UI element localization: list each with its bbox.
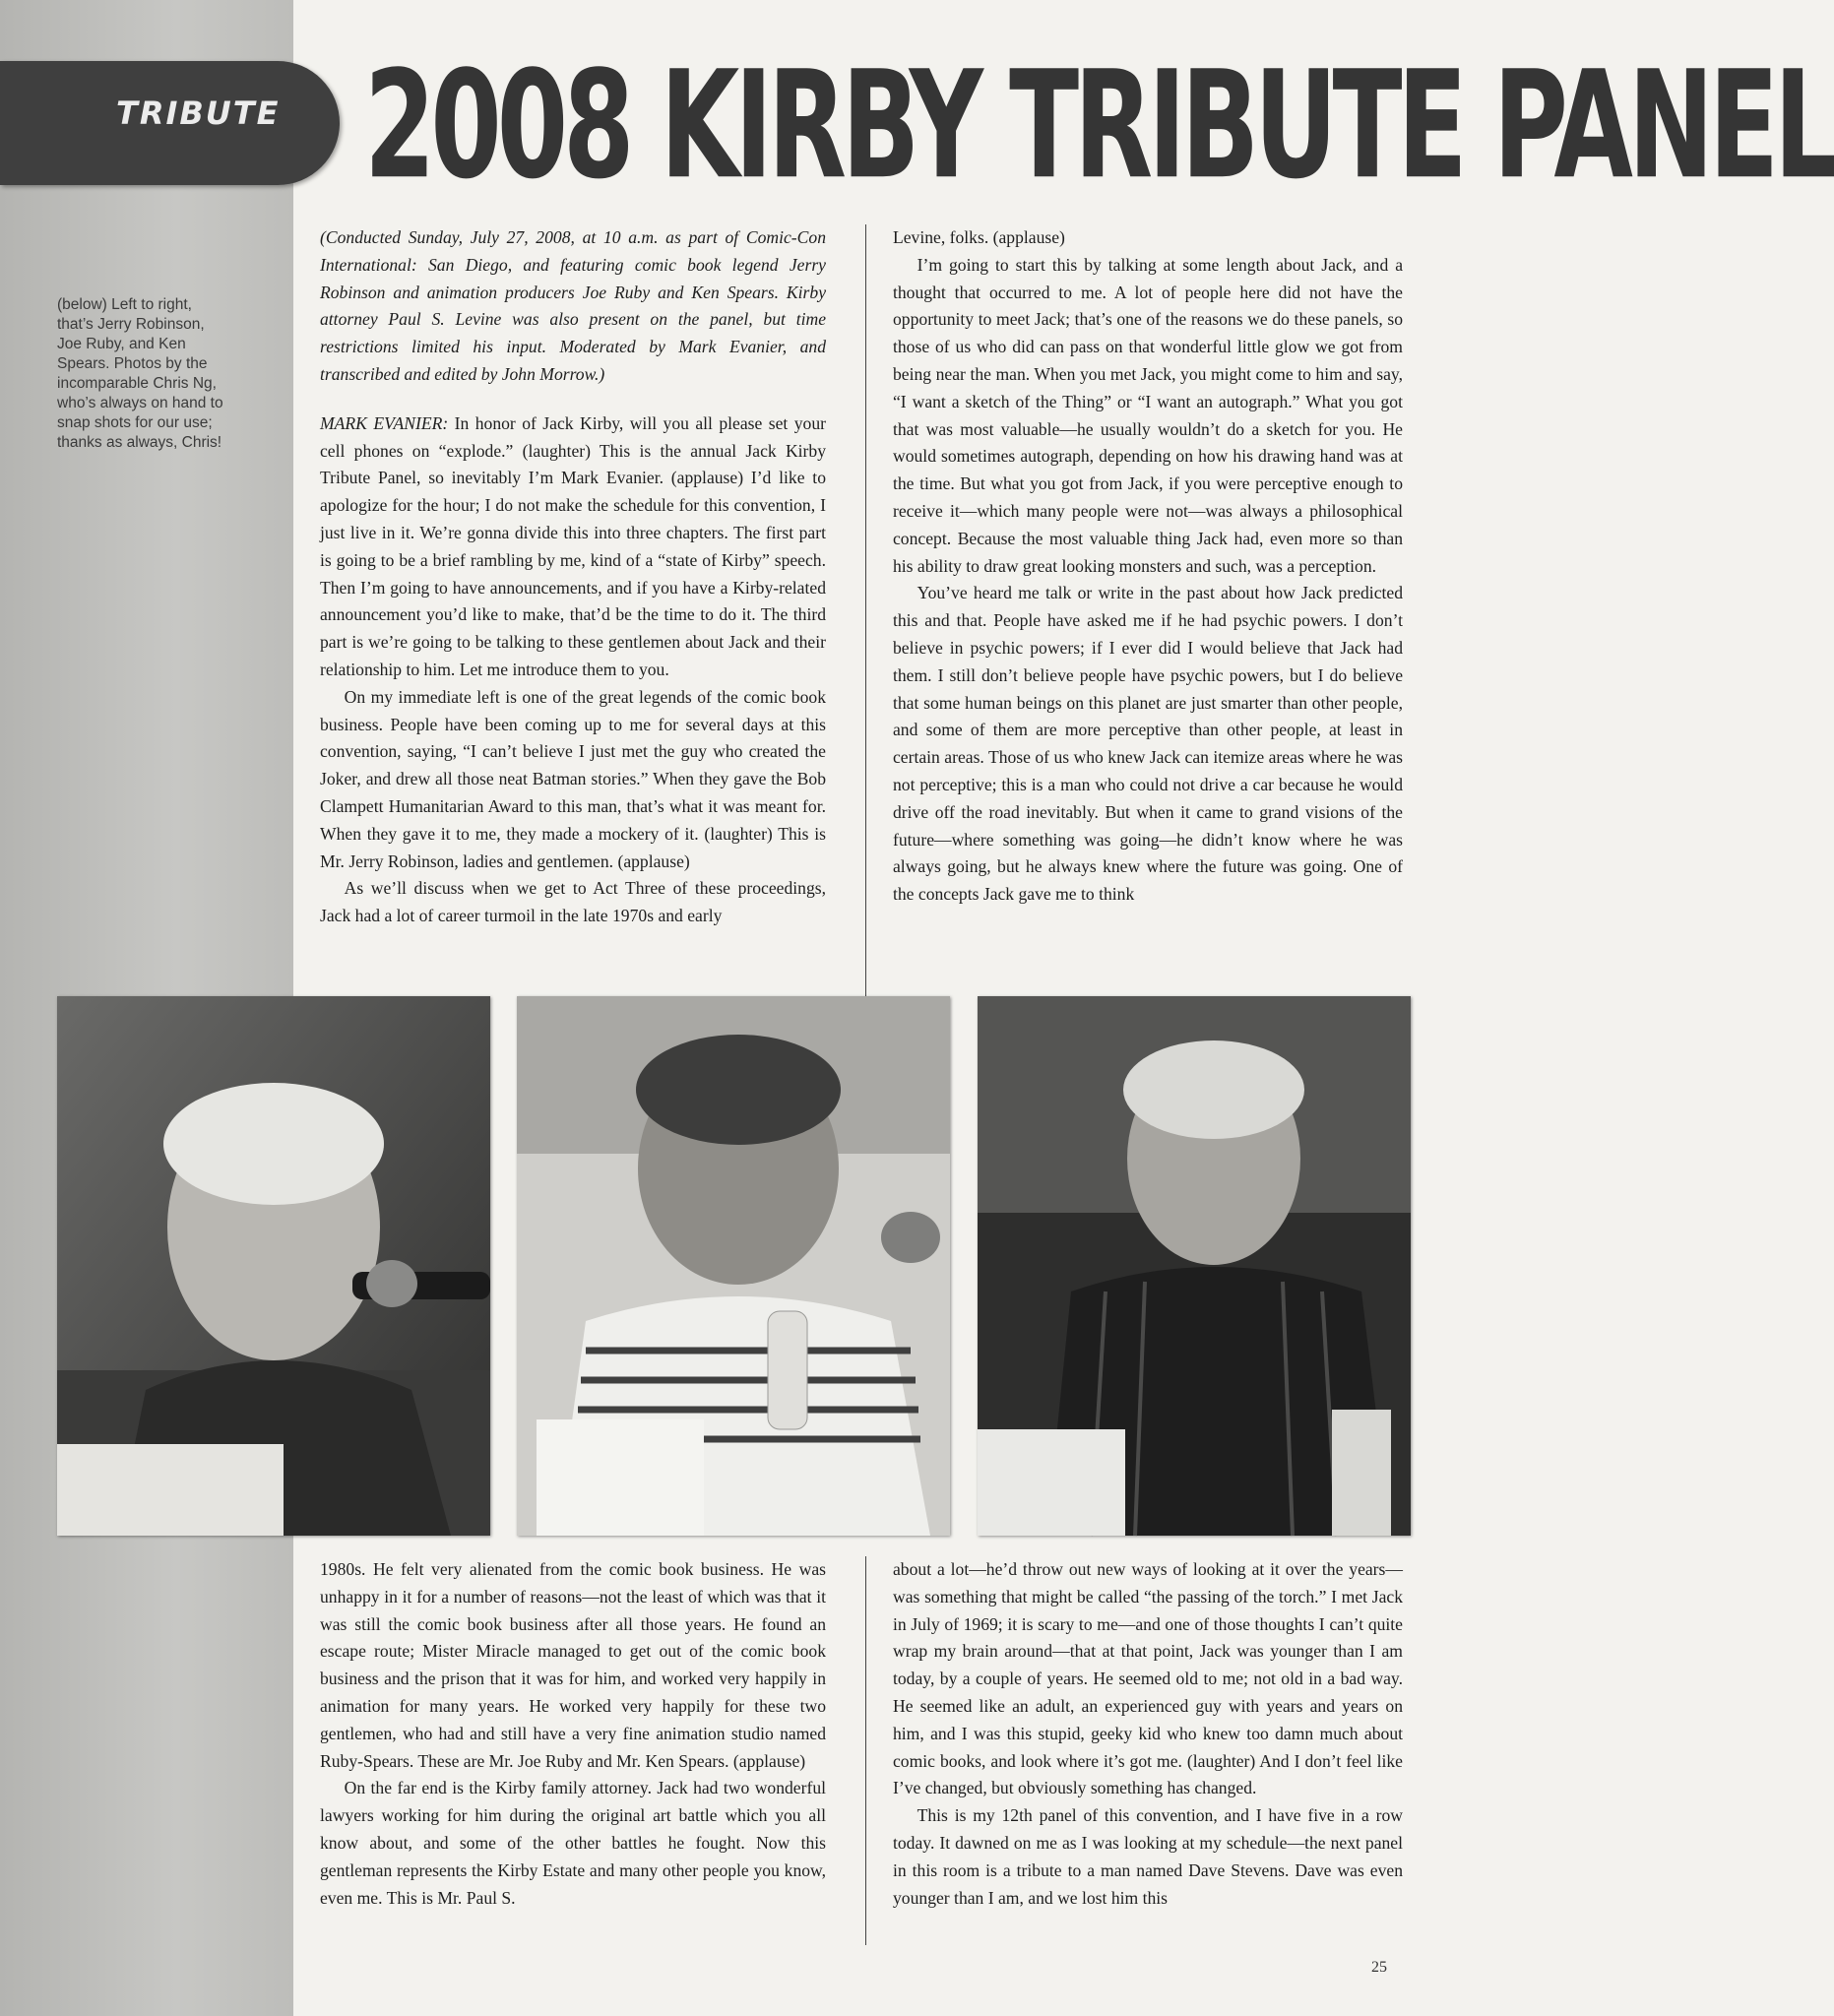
portrait-image <box>978 996 1411 1536</box>
photo-jerry-robinson <box>57 996 490 1536</box>
speaker-name: MARK EVANIER: <box>320 412 449 433</box>
photo-joe-ruby <box>517 996 950 1536</box>
paragraph: On my immediate left is one of the great legends of the comic book business. People have been coming up to me for several days at this convention, saying, “I can’t believe I just met the guy who created the Joker, and drew all those neat Batman stories.” When they gave the Bob Clampett Humanitarian Award to this man, that’s what it was meant for. When they gave it to me, they made a mockery of it. (laughter) This is Mr. Jerry Robinson, ladies and gentlemen. (applause) <box>320 686 826 871</box>
paragraph: Levine, folks. (applause) <box>893 227 1065 247</box>
paragraph: You’ve heard me talk or write in the past about how Jack predicted this and that. People have asked me if he had psychic powers. I don’t believe in psychic powers; if I ever did I would believe that Jack had them. I still don’t believe people have psychic powers, but I do believe that some human beings on this planet are just smarter than other people, and some of them are more perceptive than other people, at least in certain areas. Those of us who knew Jack can itemize areas where he was not perceptive; this is a man who could not drive a car because he would drive off the road inevitably. But when it came to grand visions of the future—where something was going—he didn’t know where he was always going, but he always knew where the future was going. One of the concepts Jack gave me to think <box>893 583 1403 905</box>
photo-ken-spears <box>978 996 1411 1536</box>
paragraph: about a lot—he’d throw out new ways of looking at it over the years—was something that might be called “the passing of the torch.” I met Jack in July of 1969; it is scary to me—and one of those thoughts I can’t quite wrap my brain around—that at that point, Jack was younger than I am today, by a couple of years. He seemed old to me; not old in a bad way. He seemed like an adult, an experienced guy with years and years on him, and I was this stupid, geeky kid who knew too damn much about comic books, and look where it’s got me. (laughter) And I don’t feel like I’ve changed, but obviously something has changed. <box>893 1559 1403 1798</box>
portrait-image <box>57 996 490 1536</box>
portrait-image <box>517 996 950 1536</box>
page-number: 25 <box>1371 1959 1387 1976</box>
paragraph: 1980s. He felt very alienated from the comic book business. He was unhappy in it for a number of reasons—not the least of which was that it was still the comic book business after all those years. He found an escape route; Mister Miracle managed to get out of the comic book business and the prison that it was for him, and worked very happily in animation for many years. He worked very happily for these two gentlemen, who had and still have a very fine animation studio named Ruby-Spears. These are Mr. Joe Ruby and Mr. Ken Spears. (applause) <box>320 1559 826 1771</box>
paragraph <box>320 410 826 684</box>
paragraph: This is my 12th panel of this convention, and I have five in a row today. It dawned on me as I was looking at my schedule—the next panel in this room is a tribute to a man named Dave Stevens. Dave was even younger than I am, and we lost him this <box>893 1805 1403 1908</box>
paragraph-text: In honor of Jack Kirby, will you all please set your cell phones on “explode.” (laughter) This is the annual Jack Kirby Tribute Panel, so inevitably I’m Mark Evanier. (applause) I’d like to apologize for the hour; I do not make the schedule for this convention, I just live in it. We’re gonna divide this into three chapters. The first part is going to be a brief rambling by me, kind of a “state of Kirby” speech. Then I’m going to have announcements, and if you have a Kirby-related announcement you’d like to make, that’d be the time to do it. The third part is we’re going to be talking to these gentlemen about Jack and their relationship to him. Let me introduce them to you. <box>320 412 826 679</box>
paragraph: On the far end is the Kirby family attorney. Jack had two wonderful lawyers working for him during the original art battle which you all know about, and some of the other battles he fought. Now this gentleman represents the Kirby Estate and many other people you know, even me. This is Mr. Paul S. <box>320 1778 826 1908</box>
article-column-left-top <box>320 224 826 930</box>
photo-caption: (below) Left to right, that’s Jerry Robinson, Joe Ruby, and Ken Spears. Photos by the incomparable Chris Ng, who’s always on hand to snap shots for our use; thanks as always, Chris! <box>57 296 223 451</box>
column-divider <box>865 1556 866 1945</box>
column-divider <box>865 224 866 997</box>
section-tab-label: TRIBUTE <box>116 94 281 132</box>
intro-note: (Conducted Sunday, July 27, 2008, at 10 a.m. as part of Comic-Con International: San Diego, and featuring comic book legend Jerry Robinson and animation producers Joe Ruby and Ken Spears. Kirby attorney Paul S. Levine was also present on the panel, but time restrictions limited his input. Moderated by Mark Evanier, and transcribed and edited by John Morrow.) <box>320 227 826 384</box>
article-column-right-bottom <box>893 1556 1403 1912</box>
article-column-left-bottom <box>320 1556 826 1912</box>
paragraph: I’m going to start this by talking at some length about Jack, and a thought that occurred to me. A lot of people here did not have the opportunity to meet Jack; that’s one of the reasons we do these panels, so those of us who did can pass on that wonderful little glow we got from being near the man. When you met Jack, you might come to him and say, “I want a sketch of the Thing” or “I want an autograph.” What you got that was most valuable—he usually wouldn’t do a sketch for you. He would sometimes autograph, depending on how his drawing hand was at the time. But what you got from Jack, if you were perceptive enough to receive it—which many people were not—was always a philosophical concept. Because the most valuable thing Jack had, even more so than his ability to draw great looking monsters and such, was a perception. <box>893 254 1403 576</box>
article-column-right-top <box>893 224 1403 909</box>
paragraph: As we’ll discuss when we get to Act Three of these proceedings, Jack had a lot of career turmoil in the late 1970s and early <box>320 878 826 926</box>
page-title: 2008 KIRBY TRIBUTE PANEL <box>364 37 1834 213</box>
